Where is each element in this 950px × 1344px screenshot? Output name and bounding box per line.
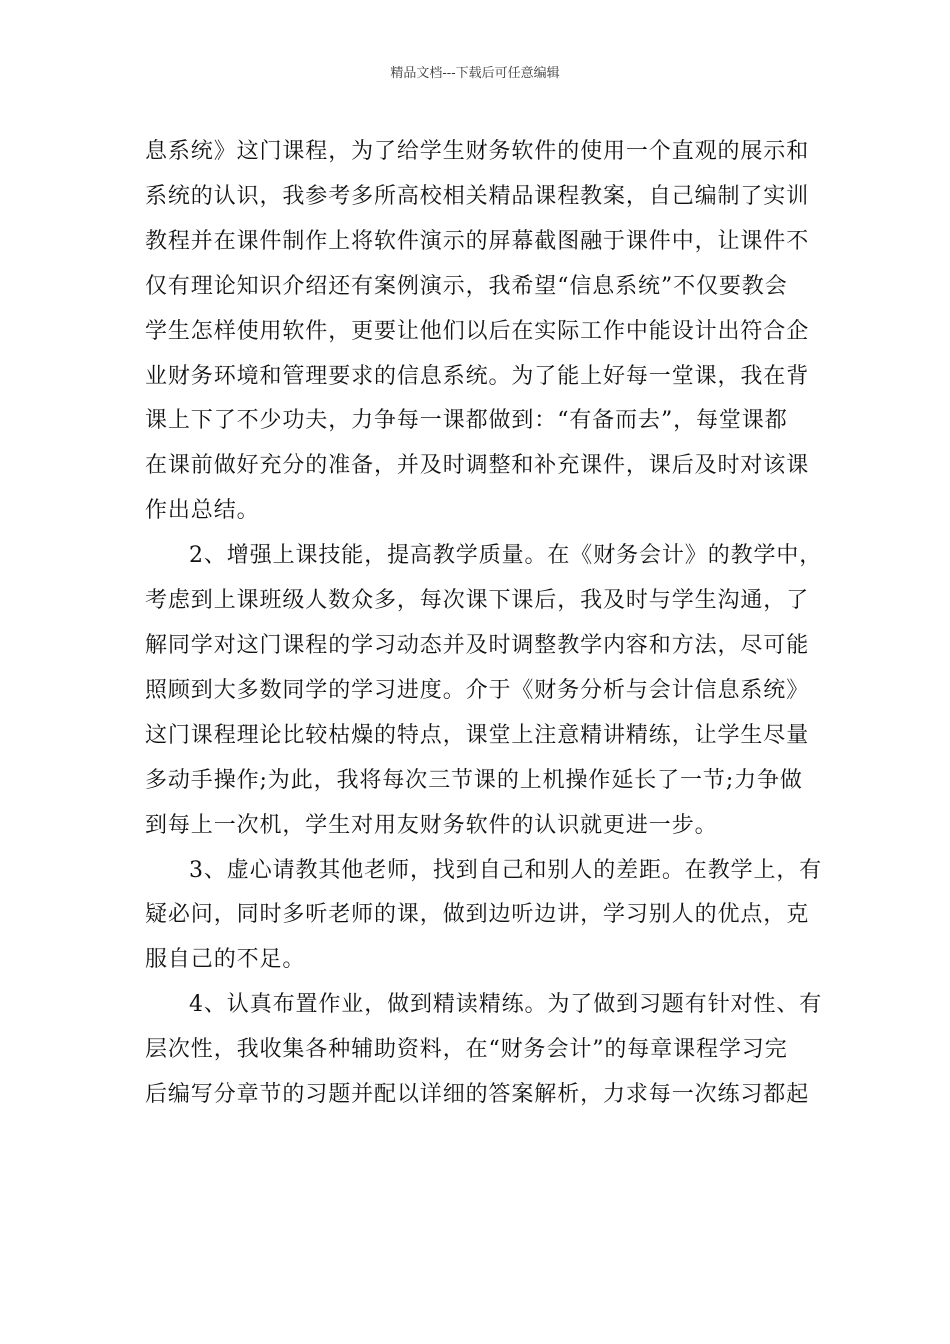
paragraph-item-3	[145, 849, 823, 984]
text-line: 仅有理论知识介绍还有案例演示，我希望“信息系统”不仅要教会	[145, 273, 788, 299]
text-line: 业财务环境和管理要求的信息系统。为了能上好每一堂课，我在背	[145, 363, 810, 389]
text-line: 这门课程理论比较枯燥的特点，课堂上注意精讲精练，让学生尽量	[145, 722, 810, 748]
paragraph-item-2	[145, 534, 823, 848]
text-line: 息系统》这门课程，为了给学生财务软件的使用一个直观的展示和	[145, 139, 810, 164]
text-line: 多动手操作;为此，我将每次三节课的上机操作延长了一节;力争做	[145, 767, 803, 793]
text-line: 教程并在课件制作上将软件演示的屏幕截图融于课件中，让课件不	[145, 228, 810, 254]
text-line: 解同学对这门课程的学习动态并及时调整教学内容和方法，尽可能	[145, 632, 810, 658]
text-line: 层次性，我收集各种辅助资料，在“财务会计”的每章课程学习完	[145, 1037, 788, 1063]
page-header: 精品文档---下载后可任意编辑	[390, 66, 560, 81]
text-line: 学生怎样使用软件，更要让他们以后在实际工作中能设计出符合企	[145, 318, 810, 344]
paragraph-item-4	[145, 983, 823, 1118]
text-line: 3、虚心请教其他老师，找到自己和别人的差距。在教学上，有	[189, 857, 823, 883]
document-body	[145, 130, 823, 1118]
text-line: 2、增强上课技能，提高教学质量。在《财务会计》的教学中，	[189, 543, 823, 569]
text-line: 照顾到大多数同学的学习进度。介于《财务分析与会计信息系统》	[145, 677, 810, 703]
text-line: 课上下了不少功夫，力争每一课都做到：“有备而去”，每堂课都	[145, 408, 788, 434]
text-line: 服自己的不足。	[145, 947, 306, 973]
text-line: 系统的认识，我参考多所高校相关精品课程教案，自己编制了实训	[145, 183, 810, 209]
text-line: 在课前做好充分的准备，并及时调整和补充课件，课后及时对该课	[145, 453, 810, 479]
text-line: 4、认真布置作业，做到精读精练。为了做到习题有针对性、有	[189, 992, 823, 1018]
text-line: 考虑到上课班级人数众多，每次课下课后，我及时与学生沟通，了	[145, 588, 810, 614]
paragraph-continuation	[145, 130, 810, 534]
text-line: 后编写分章节的习题并配以详细的答案解析，力求每一次练习都起	[145, 1082, 810, 1108]
text-line: 到每上一次机，学生对用友财务软件的认识就更进一步。	[145, 812, 718, 838]
text-line: 疑必问，同时多听老师的课，做到边听边讲，学习别人的优点，克	[145, 902, 810, 928]
text-line: 作出总结。	[145, 498, 260, 524]
